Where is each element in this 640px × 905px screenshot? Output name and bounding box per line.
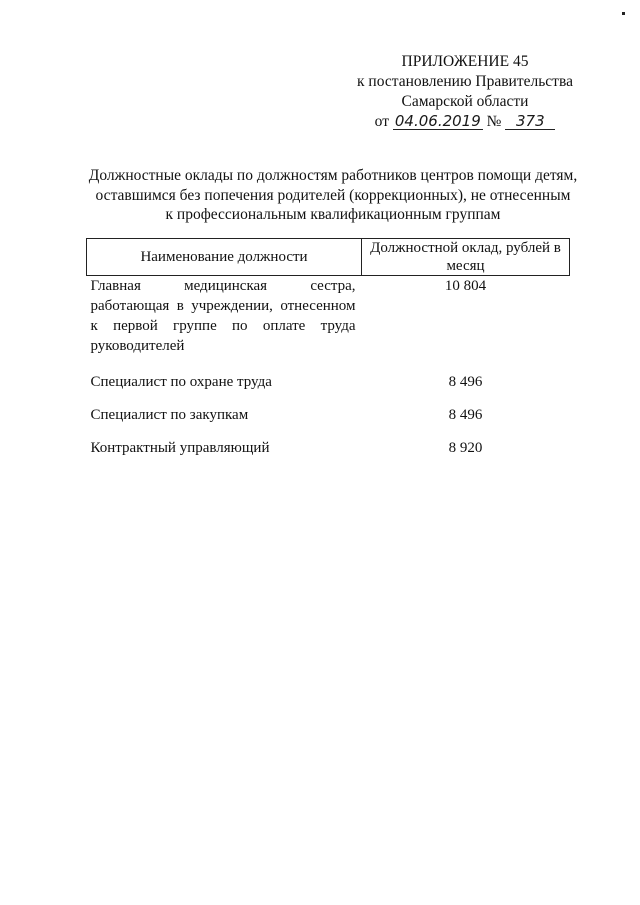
position-name: Главная медицинская сестра, работающая в учреждении, отнесенном к первой группе по оплате труда руководителей xyxy=(90,278,356,354)
salary-value: 8 920 xyxy=(448,440,483,456)
title-line-2: оставшимся без попечения родителей (коррекционных), не отнесенным xyxy=(95,186,571,204)
number-value: 373 xyxy=(505,113,555,130)
salary-value: 8 496 xyxy=(448,407,483,423)
table-row xyxy=(87,405,570,438)
position-name: Специалист по охране труда xyxy=(90,374,272,390)
appendix-header xyxy=(330,52,600,132)
table-row xyxy=(87,372,570,405)
appendix-date-line xyxy=(330,112,600,132)
position-name: Специалист по закупкам xyxy=(90,407,249,423)
number-prefix: № xyxy=(486,113,502,130)
appendix-region: Самарской области xyxy=(401,93,529,110)
title-line-3: к профессиональным квалификационным группам xyxy=(165,206,501,223)
position-name: Контрактный управляющий xyxy=(90,440,270,456)
title-line-1: Должностные оклады по должностям работников центров помощи детям, xyxy=(88,167,578,184)
header-position-name: Наименование должности xyxy=(87,239,362,276)
header-salary: Должностной оклад, рублей в месяц xyxy=(362,239,570,276)
table-row xyxy=(87,438,570,471)
salary-value: 10 804 xyxy=(444,278,487,294)
document-title xyxy=(80,166,586,225)
date-prefix: от xyxy=(374,113,389,130)
appendix-reference: к постановлению Правительства xyxy=(357,73,573,90)
scan-mark xyxy=(622,12,625,15)
salary-value: 8 496 xyxy=(448,374,483,390)
appendix-number: ПРИЛОЖЕНИЕ 45 xyxy=(401,53,529,70)
salary-table xyxy=(86,238,570,471)
table-header-row xyxy=(87,239,570,276)
date-value: 04.06.2019 xyxy=(394,112,481,130)
table-row xyxy=(87,276,570,373)
